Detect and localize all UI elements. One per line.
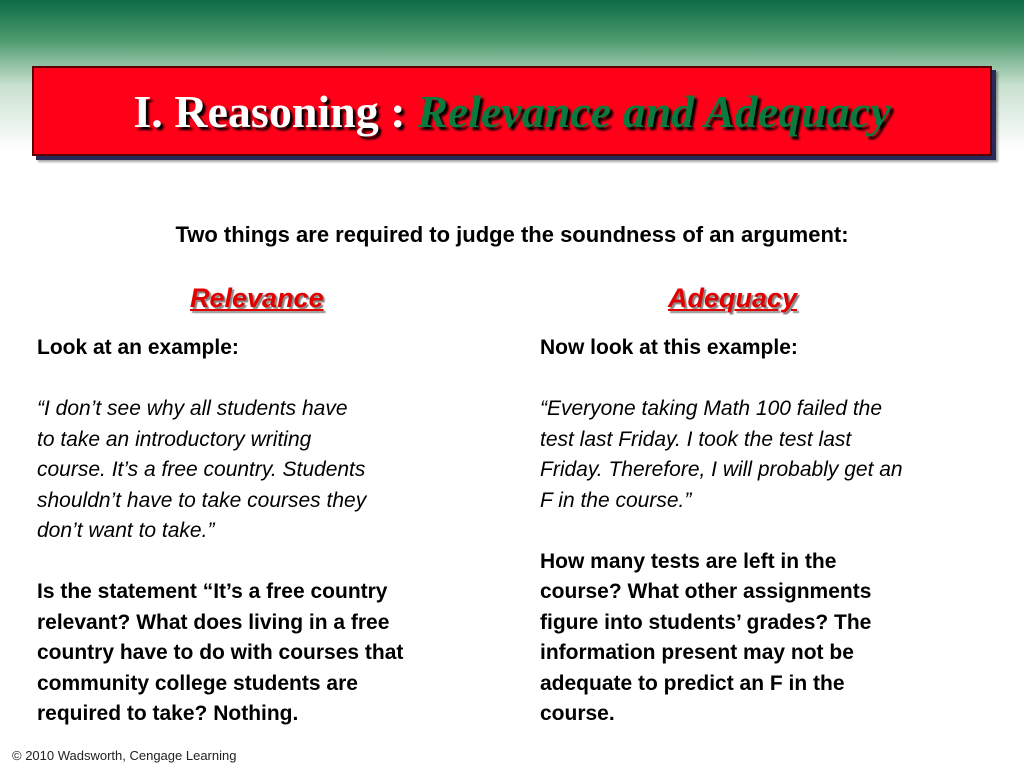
quote-line: test last Friday. I took the test last — [540, 427, 852, 451]
adequacy-quote — [540, 394, 1010, 516]
analysis-line: country have to do with courses that — [37, 641, 404, 664]
relevance-lead: Look at an example: — [37, 336, 239, 359]
analysis-line: How many tests are left in the — [540, 549, 837, 573]
adequacy-lead: Now look at this example: — [540, 336, 798, 359]
analysis-line: community college students are — [37, 671, 358, 695]
analysis-line: required to take? Nothing. — [37, 702, 299, 725]
slide-title — [133, 85, 890, 138]
quote-line: Friday. Therefore, I will probably get an — [540, 458, 903, 481]
title-prefix: I. Reasoning : — [133, 85, 418, 137]
copyright-footer: © 2010 Wadsworth, Cengage Learning — [12, 748, 237, 763]
adequacy-heading: Adequacy — [668, 283, 798, 313]
intro-text: Two things are required to judge the soundness of an argument: — [175, 222, 849, 247]
adequacy-column — [540, 333, 1010, 730]
quote-line: don’t want to take.” — [37, 519, 215, 542]
relevance-heading: Relevance — [190, 283, 324, 313]
quote-line: course. It’s a free country. Students — [37, 458, 366, 481]
relevance-quote — [37, 394, 507, 547]
analysis-line: figure into students’ grades? The — [540, 610, 872, 634]
adequacy-analysis — [540, 547, 1010, 730]
title-banner — [32, 66, 992, 156]
analysis-line: Is the statement “It’s a free country — [37, 580, 388, 603]
analysis-line: course. — [540, 702, 615, 725]
quote-line: F in the course.” — [540, 488, 692, 512]
quote-line: “Everyone taking Math 100 failed the — [540, 397, 883, 420]
relevance-column — [37, 333, 507, 730]
analysis-line: information present may not be — [540, 641, 854, 664]
quote-line: to take an introductory writing — [37, 427, 312, 451]
analysis-line: adequate to predict an F in the — [540, 671, 845, 695]
quote-line: “I don’t see why all students have — [37, 397, 348, 420]
analysis-line: relevant? What does living in a free — [37, 610, 390, 634]
analysis-line: course? What other assignments — [540, 580, 872, 603]
quote-line: shouldn’t have to take courses they — [37, 488, 367, 512]
relevance-analysis — [37, 577, 507, 730]
title-emphasis: Relevance and Adequacy — [417, 85, 891, 137]
